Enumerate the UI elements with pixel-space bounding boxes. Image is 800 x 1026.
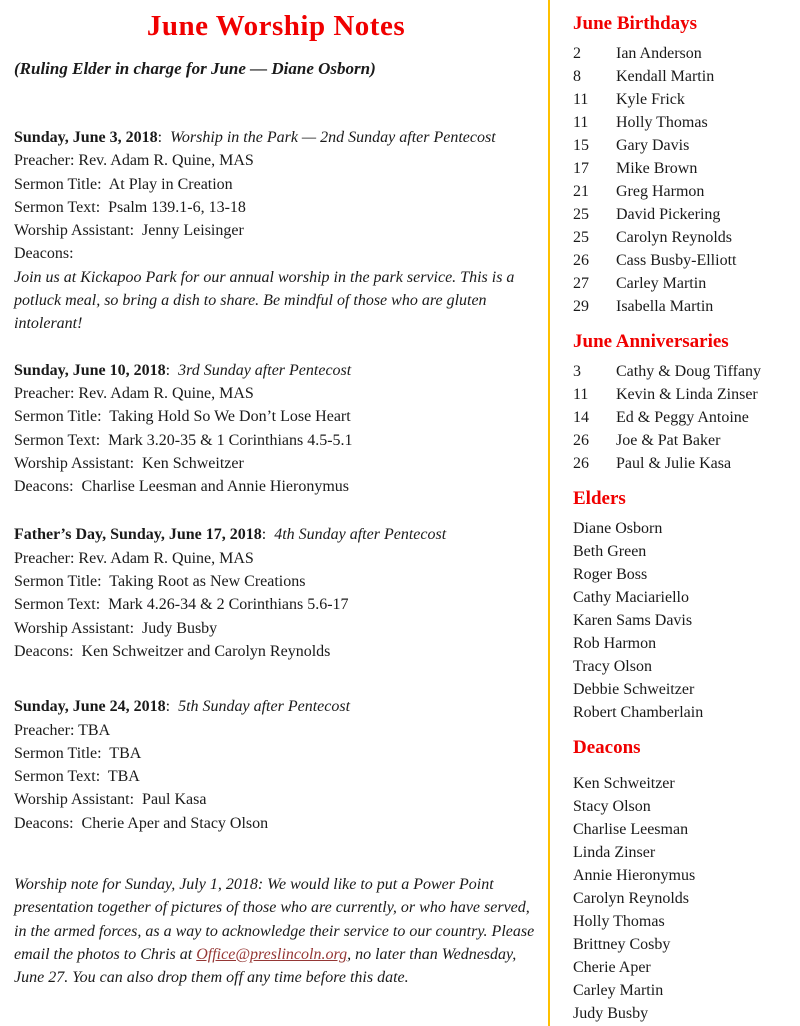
service-section bbox=[14, 523, 538, 663]
service-separator: : bbox=[165, 698, 179, 716]
service-separator: : bbox=[261, 526, 275, 544]
day-number: 8 bbox=[573, 68, 581, 85]
person-name: Greg Harmon bbox=[616, 183, 705, 200]
service-line: Sermon Title: At Play in Creation bbox=[14, 175, 233, 193]
service-heading bbox=[14, 695, 538, 718]
person-name: Mike Brown bbox=[616, 160, 698, 177]
main-column bbox=[14, 0, 538, 990]
person-name: Carolyn Reynolds bbox=[616, 229, 732, 246]
service-line: Preacher: Rev. Adam R. Quine, MAS bbox=[14, 152, 254, 170]
service-line: Sermon Title: TBA bbox=[14, 744, 142, 762]
day-number: 29 bbox=[573, 298, 589, 315]
person-name: Kevin & Linda Zinser bbox=[616, 386, 758, 403]
service-line: Sermon Text: Mark 3.20-35 & 1 Corinthians 4.5-5.1 bbox=[14, 431, 353, 449]
elder-name-row: Beth Green bbox=[573, 543, 647, 560]
day-number: 26 bbox=[573, 432, 589, 449]
service-note: Join us at Kickapoo Park for our annual worship in the park service. This is a potluck meal, so bring a dish to share. Be mindful of those who are gluten intolerant! bbox=[14, 268, 519, 333]
birthday-row bbox=[573, 272, 791, 295]
anniversary-row bbox=[573, 383, 791, 406]
deacons-list bbox=[573, 772, 791, 1025]
service-date: Sunday, June 3, 2018 bbox=[14, 129, 158, 146]
day-number: 11 bbox=[573, 114, 589, 131]
day-number: 27 bbox=[573, 275, 589, 292]
birthday-row bbox=[573, 42, 791, 65]
birthday-row bbox=[573, 134, 791, 157]
birthday-row bbox=[573, 65, 791, 88]
person-name: Cathy & Doug Tiffany bbox=[616, 363, 762, 380]
day-number: 26 bbox=[573, 252, 589, 269]
deacon-name-row: Judy Busby bbox=[573, 1005, 649, 1022]
service-date: Sunday, June 10, 2018 bbox=[14, 361, 166, 379]
elder-name-row: Debbie Schweitzer bbox=[573, 681, 695, 698]
deacons-heading: Deacons bbox=[573, 737, 641, 758]
day-number: 25 bbox=[573, 206, 589, 223]
service-line: Deacons: bbox=[14, 245, 74, 263]
day-number: 17 bbox=[573, 160, 589, 177]
deacon-name-row: Holly Thomas bbox=[573, 913, 665, 930]
elders-list bbox=[573, 517, 791, 724]
july-worship-note bbox=[14, 873, 538, 989]
deacon-name-row: Charlise Leesman bbox=[573, 821, 689, 838]
day-number: 14 bbox=[573, 409, 589, 426]
person-name: Paul & Julie Kasa bbox=[616, 455, 732, 472]
elder-name-row: Diane Osborn bbox=[573, 520, 663, 537]
deacon-name-row: Carolyn Reynolds bbox=[573, 890, 689, 907]
service-line: Sermon Text: Psalm 139.1-6, 13-18 bbox=[14, 198, 246, 216]
gold-divider-line bbox=[548, 0, 550, 1026]
deacon-name-row: Stacy Olson bbox=[573, 798, 651, 815]
deacon-name-row: Linda Zinser bbox=[573, 844, 656, 861]
deacon-name-row: Cherie Aper bbox=[573, 959, 651, 976]
birthday-row bbox=[573, 226, 791, 249]
birthdays-heading: June Birthdays bbox=[573, 13, 698, 34]
page-title: June Worship Notes bbox=[146, 10, 406, 42]
service-line: Worship Assistant: Ken Schweitzer bbox=[14, 454, 244, 472]
service-line: Sermon Text: TBA bbox=[14, 768, 140, 786]
service-section bbox=[14, 359, 538, 499]
birthday-row bbox=[573, 111, 791, 134]
birthday-row bbox=[573, 88, 791, 111]
service-separator: : bbox=[157, 129, 171, 146]
service-line: Worship Assistant: Judy Busby bbox=[14, 619, 218, 637]
person-name: Ed & Peggy Antoine bbox=[616, 409, 749, 426]
person-name: Isabella Martin bbox=[616, 298, 714, 315]
service-subheading: 3rd Sunday after Pentecost bbox=[178, 361, 352, 379]
service-line: Preacher: Rev. Adam R. Quine, MAS bbox=[14, 384, 254, 402]
birthdays-section bbox=[573, 12, 791, 318]
elders-heading: Elders bbox=[573, 488, 626, 509]
day-number: 25 bbox=[573, 229, 589, 246]
service-line: Deacons: Ken Schweitzer and Carolyn Reynolds bbox=[14, 642, 331, 660]
day-number: 21 bbox=[573, 183, 589, 200]
elder-name-row: Robert Chamberlain bbox=[573, 704, 704, 721]
birthday-row bbox=[573, 249, 791, 272]
service-separator: : bbox=[165, 361, 179, 379]
service-line: Sermon Text: Mark 4.26-34 & 2 Corinthians 5.6-17 bbox=[14, 596, 349, 614]
email-link[interactable]: Office@preslincoln.org bbox=[196, 945, 348, 963]
service-section bbox=[14, 695, 538, 835]
service-line: Worship Assistant: Paul Kasa bbox=[14, 791, 207, 809]
day-number: 11 bbox=[573, 91, 589, 108]
deacon-name-row: Brittney Cosby bbox=[573, 936, 671, 953]
birthday-row bbox=[573, 203, 791, 226]
person-name: Joe & Pat Baker bbox=[616, 432, 721, 449]
person-name: Kendall Martin bbox=[616, 68, 715, 85]
service-line: Preacher: Rev. Adam R. Quine, MAS bbox=[14, 549, 254, 567]
day-number: 11 bbox=[573, 386, 589, 403]
anniversary-row bbox=[573, 406, 791, 429]
person-name: Gary Davis bbox=[616, 137, 690, 154]
anniversaries-section bbox=[573, 330, 791, 475]
july-note-text-after: , no later than Wednesday, June 27. You can also drop them off any time before this date. bbox=[14, 945, 521, 987]
july-note-text-before: Worship note for Sunday, July 1, 2018: We would like to put a Power Point presentation together of pictures of those who are currently, or who have served, in the armed forces, as a way to acknowledge their service to our country. Please email the photos to Chris at bbox=[14, 876, 539, 963]
day-number: 3 bbox=[573, 363, 581, 380]
service-date: Sunday, June 24, 2018 bbox=[14, 698, 166, 716]
anniversary-row bbox=[573, 452, 791, 475]
deacon-name-row: Annie Hieronymus bbox=[573, 867, 696, 884]
person-name: David Pickering bbox=[616, 206, 721, 223]
anniversary-row bbox=[573, 360, 791, 383]
day-number: 15 bbox=[573, 137, 589, 154]
deacons-section bbox=[573, 736, 791, 1025]
service-heading bbox=[14, 359, 538, 382]
anniversaries-list bbox=[573, 360, 791, 475]
day-number: 26 bbox=[573, 455, 589, 472]
elders-section bbox=[573, 487, 791, 724]
deacon-name-row: Carley Martin bbox=[573, 982, 664, 999]
birthday-row bbox=[573, 157, 791, 180]
service-date: Father’s Day, Sunday, June 17, 2018 bbox=[14, 526, 262, 544]
elder-name-row: Roger Boss bbox=[573, 566, 648, 583]
deacon-name-row: Ken Schweitzer bbox=[573, 775, 675, 792]
ruling-elder-note: (Ruling Elder in charge for June — Diane Osborn) bbox=[14, 59, 376, 78]
anniversary-row bbox=[573, 429, 791, 452]
anniversaries-heading: June Anniversaries bbox=[573, 331, 729, 352]
elder-name-row: Cathy Maciariello bbox=[573, 589, 689, 606]
person-name: Kyle Frick bbox=[616, 91, 685, 108]
service-line: Preacher: TBA bbox=[14, 721, 111, 739]
service-heading bbox=[14, 126, 538, 149]
person-name: Holly Thomas bbox=[616, 114, 708, 131]
person-name: Carley Martin bbox=[616, 275, 707, 292]
service-line: Worship Assistant: Jenny Leisinger bbox=[14, 222, 244, 240]
birthday-row bbox=[573, 180, 791, 203]
service-line: Sermon Title: Taking Hold So We Don’t Lose Heart bbox=[14, 408, 351, 426]
sidebar bbox=[573, 0, 791, 1025]
service-line: Deacons: Cherie Aper and Stacy Olson bbox=[14, 814, 269, 832]
elder-name-row: Tracy Olson bbox=[573, 658, 652, 675]
elder-name-row: Karen Sams Davis bbox=[573, 612, 693, 629]
day-number: 2 bbox=[573, 45, 581, 62]
services-list bbox=[14, 126, 538, 835]
person-name: Cass Busby-Elliott bbox=[616, 252, 737, 269]
service-heading bbox=[14, 523, 538, 546]
birthdays-list bbox=[573, 42, 791, 318]
service-section bbox=[14, 126, 538, 336]
elder-name-row: Rob Harmon bbox=[573, 635, 657, 652]
service-line: Deacons: Charlise Leesman and Annie Hieronymus bbox=[14, 478, 350, 496]
service-subheading: 4th Sunday after Pentecost bbox=[274, 526, 447, 544]
service-subheading: Worship in the Park — 2nd Sunday after Pentecost bbox=[170, 129, 496, 146]
service-line: Sermon Title: Taking Root as New Creations bbox=[14, 573, 306, 591]
service-subheading: 5th Sunday after Pentecost bbox=[178, 698, 351, 716]
person-name: Ian Anderson bbox=[616, 45, 702, 62]
birthday-row bbox=[573, 295, 791, 318]
